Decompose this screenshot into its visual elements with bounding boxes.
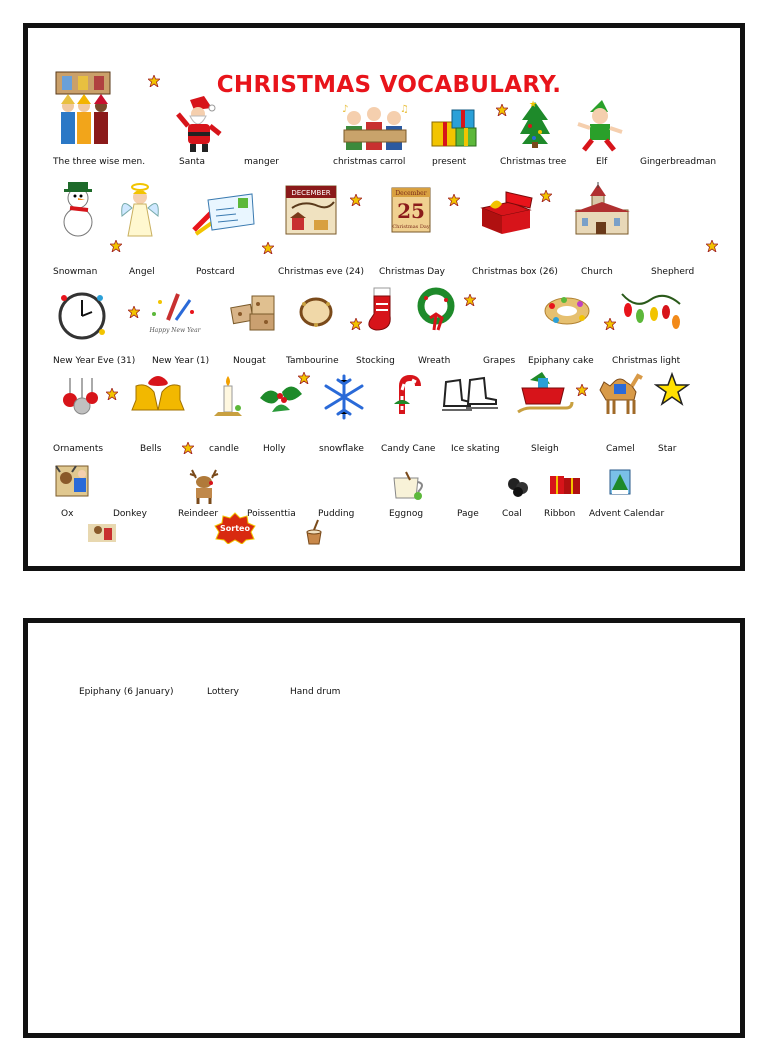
camel-picture	[596, 372, 644, 416]
word-label: Hand drum	[290, 687, 341, 697]
word-label: Ribbon	[544, 509, 576, 519]
postcard-picture	[192, 190, 256, 236]
star-icon	[298, 372, 310, 384]
word-label: Christmas tree	[500, 157, 567, 167]
santa-picture	[174, 94, 226, 156]
word-label: Star	[658, 444, 677, 454]
ribbon-picture	[548, 470, 582, 498]
word-label: Ornaments	[53, 444, 104, 454]
ox-picture	[52, 462, 94, 502]
word-label: Candy Cane	[381, 444, 436, 454]
word-label: Snowman	[53, 267, 98, 277]
page-title: CHRISTMAS VOCABULARY.	[216, 72, 562, 98]
word-label: The three wise men.	[53, 157, 146, 167]
star-icon	[706, 240, 718, 252]
word-label: snowflake	[319, 444, 364, 454]
word-label: Tambourine	[286, 356, 339, 366]
word-label: Sleigh	[531, 444, 559, 454]
three-wise-men-picture	[54, 70, 114, 148]
epiphany-cake-picture	[542, 294, 592, 328]
star-icon	[496, 104, 508, 116]
christmas-box-picture	[476, 188, 536, 236]
eggnog-picture	[388, 470, 428, 502]
word-label: candle	[209, 444, 239, 454]
christmas-eve-picture	[284, 184, 338, 236]
candle-picture	[212, 374, 244, 420]
snowman-picture	[54, 178, 102, 238]
word-label: Nougat	[233, 356, 266, 366]
snowflake-picture	[322, 374, 366, 420]
svg-text:★: ★	[529, 100, 538, 110]
worksheet-page-2	[23, 618, 745, 1038]
word-label: Epiphany cake	[528, 356, 594, 366]
word-label: Christmas box (26)	[472, 267, 558, 277]
word-label: Camel	[606, 444, 635, 454]
stocking-picture	[364, 286, 398, 334]
word-label: Epiphany (6 January)	[79, 687, 174, 697]
star-icon	[350, 194, 362, 206]
happy-new-year-picture	[146, 290, 204, 336]
word-label: Postcard	[196, 267, 235, 277]
word-label: Donkey	[113, 509, 147, 519]
star-icon	[148, 75, 160, 87]
word-label: Advent Calendar	[589, 509, 665, 519]
word-label: New Year (1)	[152, 356, 210, 366]
word-label: present	[432, 157, 467, 167]
word-label: Coal	[502, 509, 522, 519]
star-icon	[540, 190, 552, 202]
tambourine-picture	[298, 296, 334, 328]
svg-text:♪: ♪	[342, 104, 349, 115]
star-picture	[654, 372, 690, 408]
christmas-lights-picture	[620, 286, 682, 334]
word-label: Elf	[596, 157, 608, 167]
word-label: Reindeer	[178, 509, 219, 519]
star-icon	[128, 306, 140, 318]
word-label: Poissenttia	[247, 509, 296, 519]
star-icon	[262, 242, 274, 254]
word-label: Church	[581, 267, 613, 277]
word-label: Angel	[129, 267, 155, 277]
word-label: Ox	[61, 509, 74, 519]
happy-new-year-text: Happy New Year	[149, 327, 201, 334]
word-label: Ice skating	[451, 444, 500, 454]
bells-picture	[128, 372, 188, 416]
christmas-tree-picture	[518, 98, 552, 150]
word-label: Christmas Day	[379, 267, 446, 277]
word-label: christmas carrol	[333, 157, 406, 167]
word-label: Christmas eve (24)	[278, 267, 364, 277]
word-label: Stocking	[356, 356, 395, 366]
star-icon	[604, 318, 616, 330]
star-icon	[106, 388, 118, 400]
donkey-nativity-picture	[86, 518, 118, 544]
sleigh-picture	[516, 368, 574, 420]
calendar-month-text: December	[395, 190, 427, 197]
word-label: Pudding	[318, 509, 355, 519]
word-label: Holly	[263, 444, 286, 454]
advent-calendar-picture	[608, 468, 632, 496]
christmas-day-calendar-picture	[388, 184, 434, 236]
present-picture	[430, 104, 478, 148]
star-icon	[350, 318, 362, 330]
word-label: Christmas light	[612, 356, 681, 366]
carol-singers-picture	[340, 104, 410, 152]
wreath-picture	[416, 286, 456, 332]
elf-picture	[572, 98, 626, 152]
word-label: Lottery	[207, 687, 239, 697]
word-label: New Year Eve (31)	[53, 356, 136, 366]
reindeer-picture	[184, 468, 224, 504]
lottery-text: Sorteo	[220, 524, 250, 533]
worksheet-page-1	[23, 23, 745, 571]
postcard-top-text: DECEMBER	[291, 189, 331, 197]
star-icon	[576, 384, 588, 396]
star-icon	[110, 240, 122, 252]
angel-picture	[118, 182, 162, 240]
calendar-day-number: 25	[397, 199, 425, 223]
church-picture	[570, 182, 632, 236]
clock-picture	[56, 290, 108, 340]
word-label: Bells	[140, 444, 162, 454]
star-icon	[182, 442, 194, 454]
calendar-bottom-text: Christmas Day	[392, 224, 430, 230]
word-label: Gingerbreadman	[640, 157, 717, 167]
word-label: manger	[244, 157, 279, 167]
ice-skates-picture	[440, 372, 504, 416]
word-label: Page	[457, 509, 479, 519]
svg-text:♫: ♫	[400, 104, 409, 115]
star-icon	[464, 294, 476, 306]
word-label: Shepherd	[651, 267, 695, 277]
word-label: Eggnog	[389, 509, 424, 519]
nougat-picture	[228, 292, 280, 334]
coal-picture	[506, 474, 530, 498]
word-label: Grapes	[483, 356, 516, 366]
hand-drum-picture	[304, 518, 324, 548]
word-label: Santa	[179, 157, 205, 167]
ornaments-picture	[60, 376, 102, 418]
word-label: Wreath	[418, 356, 451, 366]
candy-cane-picture	[388, 374, 424, 418]
star-icon	[448, 194, 460, 206]
